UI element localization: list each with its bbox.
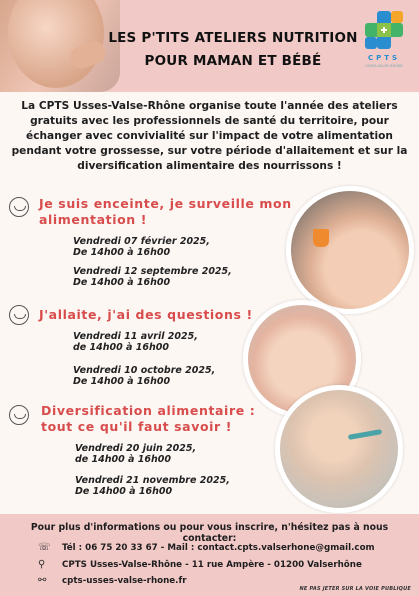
- pregnancy-icon: [9, 197, 29, 217]
- footer-heading: Pour plus d'informations ou pour vous inscrire, n'hésitez pas à nous contacter:: [30, 522, 389, 544]
- baby-food-icon: [9, 405, 29, 425]
- link-icon: ⚯: [38, 575, 47, 586]
- section-title-pregnancy: Je suis enceinte, je surveille mon alimentation !: [39, 196, 292, 227]
- date-item: Vendredi 10 octobre 2025, De 14h00 à 16h00: [73, 365, 216, 387]
- title-line-1: LES P'TITS ATELIERS NUTRITION: [108, 30, 358, 46]
- flyer-title: [108, 27, 358, 73]
- footer-band: [0, 514, 419, 596]
- pregnant-woman-photo: [286, 186, 414, 314]
- address-row: [38, 559, 362, 570]
- section-title-diversification: Diversification alimentaire : tout ce qu'il faut savoir !: [41, 403, 256, 434]
- footer-note: NE PAS JETER SUR LA VOIE PUBLIQUE: [299, 586, 411, 592]
- logo-text: CPTS: [367, 54, 401, 62]
- section-title-breastfeeding: J'allaite, j'ai des questions !: [39, 307, 253, 322]
- location-pin-icon: ⚲: [38, 559, 46, 570]
- pregnant-belly-photo: [0, 0, 120, 92]
- date-item: Vendredi 20 juin 2025, de 14h00 à 16h00: [75, 443, 197, 465]
- website-link[interactable]: cpts-usses-valse-rhone.fr: [62, 576, 187, 586]
- header-band: [0, 0, 419, 92]
- cpts-logo: [358, 10, 410, 74]
- date-item: Vendredi 21 novembre 2025, De 14h00 à 16h00: [75, 475, 230, 497]
- breastfeeding-icon: [9, 305, 29, 325]
- intro-paragraph: La CPTS Usses-Valse-Rhône organise toute l'année des ateliers gratuits avec les professionnels de santé du territoire, pour échanger avec convivialité sur l'impact de votre alimentation pendant votre grossesse, sur votre période d'allaitement et sur la diversification alimentaire des nourrissons !: [11, 100, 408, 172]
- date-item: Vendredi 11 avril 2025, de 14h00 à 16h00: [73, 331, 198, 353]
- phone-icon: ☏: [38, 542, 51, 553]
- website-row: [38, 575, 187, 586]
- logo-subtitle: USSES-VALSE-RHÔNE: [365, 64, 403, 68]
- contact-row: [38, 542, 375, 553]
- baby-eating-photo: [275, 385, 403, 513]
- date-item: Vendredi 12 septembre 2025, De 14h00 à 16h00: [73, 266, 232, 288]
- title-line-2: POUR MAMAN ET BÉBÉ: [144, 53, 322, 69]
- cpts-cross-logo-icon: [364, 10, 404, 50]
- address-text: CPTS Usses-Valse-Rhône - 11 rue Ampère - 01200 Valserhône: [62, 560, 362, 570]
- contact-text[interactable]: Tél : 06 75 20 33 67 - Mail : contact.cpts.valserhone@gmail.com: [62, 543, 375, 553]
- date-item: Vendredi 07 février 2025, De 14h00 à 16h00: [73, 236, 210, 258]
